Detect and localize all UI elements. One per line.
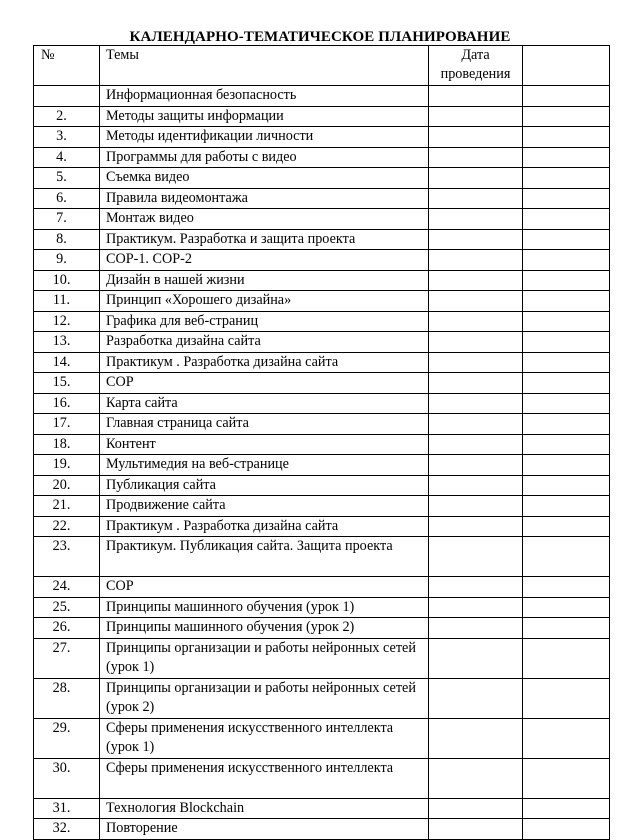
- row-topic: СОР: [100, 577, 429, 598]
- table-row: [34, 291, 610, 312]
- row-date-cell: [429, 209, 523, 230]
- row-topic: Мультимедия на веб-странице: [100, 455, 429, 476]
- row-topic: Практикум. Разработка и защита проекта: [100, 229, 429, 250]
- row-extra-cell: [523, 618, 610, 639]
- row-number: 10.: [34, 270, 100, 291]
- table-row: [34, 798, 610, 819]
- row-topic: Практикум . Разработка дизайна сайта: [100, 516, 429, 537]
- row-topic: Сферы применения искусственного интеллекта: [100, 758, 429, 798]
- row-date-cell: [429, 798, 523, 819]
- table-row: [34, 311, 610, 332]
- header-extra: [523, 46, 610, 86]
- row-date-cell: [429, 393, 523, 414]
- row-topic: Принципы машинного обучения (урок 2): [100, 618, 429, 639]
- row-date-cell: [429, 414, 523, 435]
- row-date-cell: [429, 597, 523, 618]
- row-number: 4.: [34, 147, 100, 168]
- row-topic: Графика для веб-страниц: [100, 311, 429, 332]
- table-row: [34, 434, 610, 455]
- row-date-cell: [429, 475, 523, 496]
- row-date-cell: [429, 311, 523, 332]
- row-extra-cell: [523, 106, 610, 127]
- row-date-cell: [429, 638, 523, 678]
- row-date-cell: [429, 291, 523, 312]
- row-number: 28.: [34, 678, 100, 718]
- row-extra-cell: [523, 718, 610, 758]
- row-number: 27.: [34, 638, 100, 678]
- row-number: 29.: [34, 718, 100, 758]
- row-date-cell: [429, 758, 523, 798]
- row-number: 9.: [34, 250, 100, 271]
- row-number: 8.: [34, 229, 100, 250]
- row-topic: Монтаж видео: [100, 209, 429, 230]
- row-date-cell: [429, 577, 523, 598]
- row-number: 14.: [34, 352, 100, 373]
- row-extra-cell: [523, 597, 610, 618]
- row-date-cell: [429, 229, 523, 250]
- table-header-row: [34, 46, 610, 86]
- row-extra-cell: [523, 414, 610, 435]
- table-row: [34, 188, 610, 209]
- row-topic: Контент: [100, 434, 429, 455]
- table-row: [34, 168, 610, 189]
- row-number: 22.: [34, 516, 100, 537]
- row-number: 15.: [34, 373, 100, 394]
- table-row: [34, 537, 610, 577]
- row-date-cell: [429, 188, 523, 209]
- row-number: 3.: [34, 127, 100, 148]
- row-topic: Правила видеомонтажа: [100, 188, 429, 209]
- row-date-cell: [429, 147, 523, 168]
- table-row: [34, 718, 610, 758]
- table-row: [34, 352, 610, 373]
- row-topic: Главная страница сайта: [100, 414, 429, 435]
- row-extra-cell: [523, 86, 610, 107]
- row-extra-cell: [523, 758, 610, 798]
- row-date-cell: [429, 352, 523, 373]
- table-row: [34, 577, 610, 598]
- row-number: 17.: [34, 414, 100, 435]
- row-topic: СОР-1. СОР-2: [100, 250, 429, 271]
- table-row: [34, 496, 610, 517]
- row-number: 31.: [34, 798, 100, 819]
- row-topic: Разработка дизайна сайта: [100, 332, 429, 353]
- header-date: Дата проведения: [429, 46, 523, 86]
- table-row: [34, 678, 610, 718]
- row-number: [34, 86, 100, 107]
- table-row: [34, 209, 610, 230]
- row-number: 6.: [34, 188, 100, 209]
- table-row: [34, 516, 610, 537]
- row-topic: Публикация сайта: [100, 475, 429, 496]
- row-extra-cell: [523, 537, 610, 577]
- row-extra-cell: [523, 373, 610, 394]
- row-date-cell: [429, 86, 523, 107]
- row-extra-cell: [523, 332, 610, 353]
- row-topic: Продвижение сайта: [100, 496, 429, 517]
- row-number: 30.: [34, 758, 100, 798]
- row-extra-cell: [523, 229, 610, 250]
- row-date-cell: [429, 332, 523, 353]
- row-date-cell: [429, 496, 523, 517]
- row-number: 2.: [34, 106, 100, 127]
- row-topic: СОР: [100, 373, 429, 394]
- row-number: 7.: [34, 209, 100, 230]
- row-number: 21.: [34, 496, 100, 517]
- header-number: №: [34, 46, 100, 86]
- row-number: 16.: [34, 393, 100, 414]
- row-date-cell: [429, 168, 523, 189]
- row-extra-cell: [523, 188, 610, 209]
- row-extra-cell: [523, 577, 610, 598]
- row-number: 26.: [34, 618, 100, 639]
- row-number: 25.: [34, 597, 100, 618]
- row-topic: Принцип «Хорошего дизайна»: [100, 291, 429, 312]
- row-date-cell: [429, 373, 523, 394]
- row-date-cell: [429, 618, 523, 639]
- row-number: 18.: [34, 434, 100, 455]
- row-number: 12.: [34, 311, 100, 332]
- row-number: 5.: [34, 168, 100, 189]
- row-extra-cell: [523, 475, 610, 496]
- row-extra-cell: [523, 434, 610, 455]
- row-date-cell: [429, 455, 523, 476]
- row-topic: Принципы организации и работы нейронных сетей (урок 1): [100, 638, 429, 678]
- table-row: [34, 270, 610, 291]
- row-topic: Съемка видео: [100, 168, 429, 189]
- row-topic: Информационная безопасность: [100, 86, 429, 107]
- row-extra-cell: [523, 496, 610, 517]
- row-date-cell: [429, 516, 523, 537]
- table-row: [34, 106, 610, 127]
- row-number: 19.: [34, 455, 100, 476]
- row-extra-cell: [523, 291, 610, 312]
- row-topic: Программы для работы с видео: [100, 147, 429, 168]
- row-date-cell: [429, 127, 523, 148]
- row-number: 23.: [34, 537, 100, 577]
- row-topic: Принципы организации и работы нейронных сетей (урок 2): [100, 678, 429, 718]
- row-number: 24.: [34, 577, 100, 598]
- row-number: 13.: [34, 332, 100, 353]
- row-extra-cell: [523, 311, 610, 332]
- row-topic: Принципы машинного обучения (урок 1): [100, 597, 429, 618]
- row-topic: Дизайн в нашей жизни: [100, 270, 429, 291]
- row-topic: Технология Blockchain: [100, 798, 429, 819]
- row-extra-cell: [523, 678, 610, 718]
- table-row: [34, 597, 610, 618]
- row-extra-cell: [523, 516, 610, 537]
- row-date-cell: [429, 270, 523, 291]
- table-row: [34, 455, 610, 476]
- row-date-cell: [429, 106, 523, 127]
- row-extra-cell: [523, 127, 610, 148]
- row-topic: Методы идентификации личности: [100, 127, 429, 148]
- row-topic: Повторение: [100, 819, 429, 840]
- row-extra-cell: [523, 638, 610, 678]
- header-topic: Темы: [100, 46, 429, 86]
- table-row: [34, 618, 610, 639]
- row-date-cell: [429, 537, 523, 577]
- row-extra-cell: [523, 798, 610, 819]
- table-row: [34, 332, 610, 353]
- row-date-cell: [429, 678, 523, 718]
- page-title: КАЛЕНДАРНО-ТЕМАТИЧЕСКОЕ ПЛАНИРОВАНИЕ: [129, 29, 511, 45]
- schedule-table: [33, 45, 610, 840]
- table-row: [34, 638, 610, 678]
- row-extra-cell: [523, 209, 610, 230]
- row-number: 11.: [34, 291, 100, 312]
- row-extra-cell: [523, 455, 610, 476]
- row-number: 32.: [34, 819, 100, 840]
- table-row: [34, 373, 610, 394]
- table-row: [34, 127, 610, 148]
- table-row: [34, 393, 610, 414]
- table-row: [34, 758, 610, 798]
- row-date-cell: [429, 250, 523, 271]
- table-row: [34, 475, 610, 496]
- row-extra-cell: [523, 270, 610, 291]
- row-date-cell: [429, 718, 523, 758]
- row-topic: Методы защиты информации: [100, 106, 429, 127]
- row-topic: Практикум . Разработка дизайна сайта: [100, 352, 429, 373]
- table-row: [34, 86, 610, 107]
- table-row: [34, 229, 610, 250]
- row-topic: Сферы применения искусственного интеллекта (урок 1): [100, 718, 429, 758]
- row-extra-cell: [523, 250, 610, 271]
- table-row: [34, 147, 610, 168]
- table-row: [34, 250, 610, 271]
- table-row: [34, 414, 610, 435]
- row-number: 20.: [34, 475, 100, 496]
- row-extra-cell: [523, 393, 610, 414]
- row-extra-cell: [523, 168, 610, 189]
- row-extra-cell: [523, 352, 610, 373]
- row-topic: Практикум. Публикация сайта. Защита проекта: [100, 537, 429, 577]
- row-extra-cell: [523, 147, 610, 168]
- row-topic: Карта сайта: [100, 393, 429, 414]
- row-date-cell: [429, 434, 523, 455]
